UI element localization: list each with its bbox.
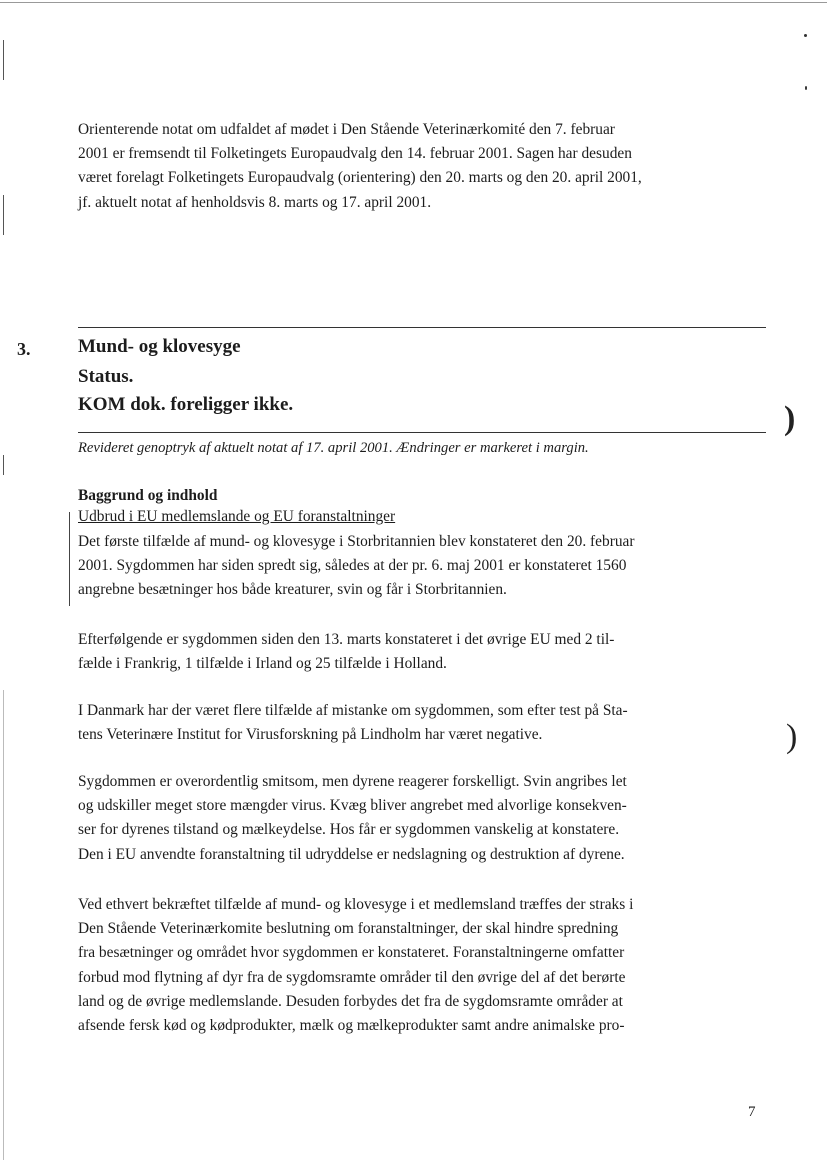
section-bottom-rule xyxy=(78,432,766,433)
background-heading: Baggrund og indhold xyxy=(78,487,218,504)
scan-speck xyxy=(805,86,807,90)
revision-note: Revideret genoptryk af aktuelt notat af 17. april 2001. Ændringer er markeret i margin. xyxy=(78,440,589,456)
section-top-rule xyxy=(78,327,766,328)
revision-bracket-mark: ) xyxy=(786,718,798,755)
section-number: 3. xyxy=(17,339,31,359)
section-title: Mund- og klovesyge xyxy=(78,336,241,357)
intro-paragraph: Orienterende notat om udfaldet af mødet i Den Stående Veterinærkomité den 7. februar 2001 er fremsendt til Folketingets Europaudvalg den 14. februar 2001. Sagen har desuden været forelagt Folketingets Europaudvalg (orientering) den 20. marts og den 20. april 2001, jf. aktuelt notat af henholdsvis 8. marts og 17. april 2001. xyxy=(78,121,642,211)
background-paragraph-3: I Danmark har der været flere tilfælde af mistanke om sygdommen, som efter test på Sta- tens Veterinære Institut for Virusforskning på Lindholm har været negative. xyxy=(78,702,628,744)
background-subheading: Udbrud i EU medlemslande og EU foranstaltninger xyxy=(78,508,396,525)
background-paragraph-1: Det første tilfælde af mund- og klovesyge i Storbritannien blev konstateret den 20. februar 2001. Sygdommen har siden spredt sig, således at der pr. 6. maj 2001 er konstateret 1560 angrebne besætninger hos både kreaturer, svin og får i Storbritannien. xyxy=(78,533,635,599)
scan-speck xyxy=(804,34,807,37)
section-subtitle: Status. xyxy=(78,366,134,387)
section-kom-doc: KOM dok. foreligger ikke. xyxy=(78,394,294,415)
scan-left-edge xyxy=(3,40,4,80)
page-number: 7 xyxy=(748,1104,756,1120)
revision-bracket-mark: ) xyxy=(784,400,796,437)
background-paragraph-5: Ved ethvert bekræftet tilfælde af mund- og klovesyge i et medlemsland træffes der straks i Den Stående Veterinærkomite beslutning om foranstaltninger, der skal hindre spredning fra besætninger og området hvor sygdommen er konstateret. Foranstaltningerne omfatter forbud mod flytning af dyr fra de sygdomsramte områder til den øvrige del af det berørte land og de øvrige medlemslande. Desuden forbydes det fra de sygdomsramte områder at afsende fersk kød og kødprodukter, mælk og mælkeprodukter samt andre animalske pro- xyxy=(78,896,634,1035)
scan-left-edge xyxy=(3,195,4,235)
scan-left-edge xyxy=(3,455,4,475)
background-paragraph-2: Efterfølgende er sygdommen siden den 13. marts konstateret i det øvrige EU med 2 til- fælde i Frankrig, 1 tilfælde i Irland og 25 tilfælde i Holland. xyxy=(78,631,615,673)
scan-left-edge xyxy=(3,690,4,1160)
change-margin-bar xyxy=(69,512,70,606)
scan-top-edge xyxy=(0,2,827,3)
background-paragraph-4: Sygdommen er overordentlig smitsom, men dyrene reagerer forskelligt. Svin angribes let og udskiller meget store mængder virus. Kvæg bliver angrebet med alvorlige konsekven- ser for dyrenes tilstand og mælkeydelse. Hos får er sygdommen vanskelig at konstatere. Den i EU anvendte foranstaltning til udryddelse er nedslagning og destruktion af dyrene. xyxy=(78,773,627,863)
